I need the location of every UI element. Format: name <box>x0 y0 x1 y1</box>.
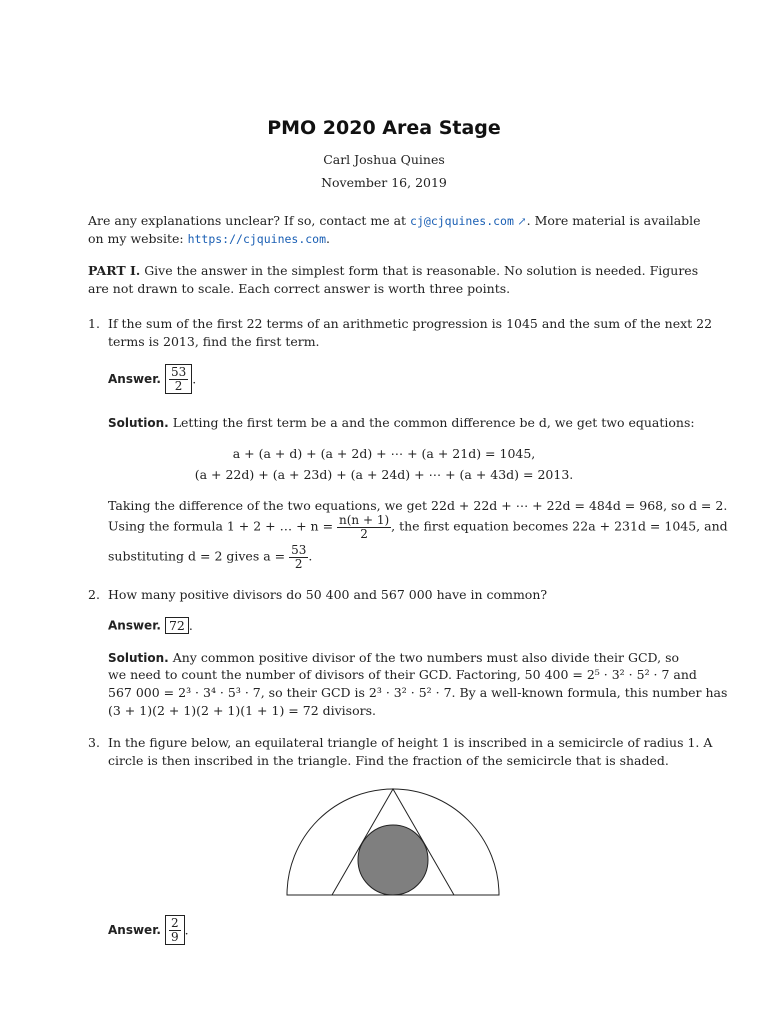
problem-1-solution-line-3: Using the formula 1 + 2 + … + n = $\frac{n(n + 1)}{2}$ , the first equation becomes 22a + 231d = 1045, and <box>108 513 728 541</box>
answer-label: Answer. <box>108 372 161 387</box>
equation-2: (a + 22d) + (a + 23d) + (a + 24d) + ⋯ + (a + 43d) = 2013. <box>194 467 574 482</box>
problem-1-solution-line-1: Solution. Letting the first term be a and the common difference be d, we get two equations: <box>108 415 695 430</box>
problem-1-answer: Answer. $\frac{53}{2}$ . <box>108 365 197 393</box>
answer-box: 72 <box>165 617 189 634</box>
problem-3-answer: Answer. $\frac{2}{9}$ . <box>108 916 189 944</box>
website-link[interactable]: https://cjquines.com <box>187 232 327 246</box>
part-instructions-line-2: are not drawn to scale. Each correct answer is worth three points. <box>88 281 511 296</box>
problem-2-solution-line-1: Solution. Any common positive divisor of the two numbers must also divide their GCD, so <box>108 650 680 665</box>
problem-1-solution-line-2: Taking the difference of the two equations, we get 22d + 22d + ⋯ + 22d = 484d = 968, so d = 2. <box>108 498 728 513</box>
problem-2-solution-line-3: 567 000 = 2³ · 3⁴ · 5³ · 7, so their GCD is 2³ · 3² · 5² · 7. By a well-known formula, this number has <box>108 685 728 700</box>
formula-fraction: $\frac{n(n + 1)}{2}$ <box>339 513 390 541</box>
paper-title: PMO 2020 Area Stage <box>267 117 501 139</box>
answer-box: $\frac{2}{9}$ <box>165 915 185 945</box>
part-label: PART I. <box>88 263 141 278</box>
problem-1-line-2: terms is 2013, find the first term. <box>108 334 320 349</box>
problem-2-solution-line-4: (3 + 1)(2 + 1)(2 + 1)(1 + 1) = 72 divisors. <box>108 703 376 718</box>
email-link[interactable]: cj@cjquines.com <box>410 214 514 228</box>
solution-label: Solution. <box>108 651 169 665</box>
part-instructions-line-1: PART I. Give the answer in the simplest form that is reasonable. No solution is needed. Figures <box>88 263 699 278</box>
intro-line-1: Are any explanations unclear? If so, contact me at cj@cjquines.com ↗. More material is available <box>88 213 701 228</box>
result-fraction: $\frac{53}{2}$ <box>291 543 307 571</box>
inscribed-circle-shaded <box>358 825 428 895</box>
external-link-icon: ↗ <box>513 215 527 228</box>
problem-1-line-1: If the sum of the first 22 terms of an arithmetic progression is 1045 and the sum of the next 22 <box>108 316 713 331</box>
answer-label: Answer. <box>108 923 161 938</box>
problem-3-number: 3. <box>88 735 100 750</box>
problem-2-solution-line-2: we need to count the number of divisors of their GCD. Factoring, 50 400 = 2⁵ · 3² · 5² · 7 and <box>108 667 697 682</box>
intro-line-2: on my website: https://cjquines.com. <box>88 231 331 246</box>
problem-3-line-2: circle is then inscribed in the triangle. Find the fraction of the semicircle that is shaded. <box>108 753 669 768</box>
problem-1-number: 1. <box>88 316 100 331</box>
problem-2-line-1: How many positive divisors do 50 400 and 567 000 have in common? <box>108 587 548 602</box>
solution-label: Solution. <box>108 416 169 430</box>
problem-2-answer: Answer. 72 . <box>108 618 193 633</box>
paper-date: November 16, 2019 <box>321 175 447 190</box>
answer-box: $\frac{53}{2}$ <box>165 364 192 394</box>
author-name: Carl Joshua Quines <box>323 152 445 167</box>
problem-3-line-1: In the figure below, an equilateral triangle of height 1 is inscribed in a semicircle of radius 1. A <box>108 735 713 750</box>
problem-2-number: 2. <box>88 587 100 602</box>
semicircle-figure <box>280 780 506 902</box>
answer-label: Answer. <box>108 618 161 633</box>
problem-1-solution-line-4: substituting d = 2 gives a = $\frac{53}{2}$ . <box>108 543 313 571</box>
equation-1: a + (a + d) + (a + 2d) + ⋯ + (a + 21d) = 1045, <box>232 446 536 461</box>
